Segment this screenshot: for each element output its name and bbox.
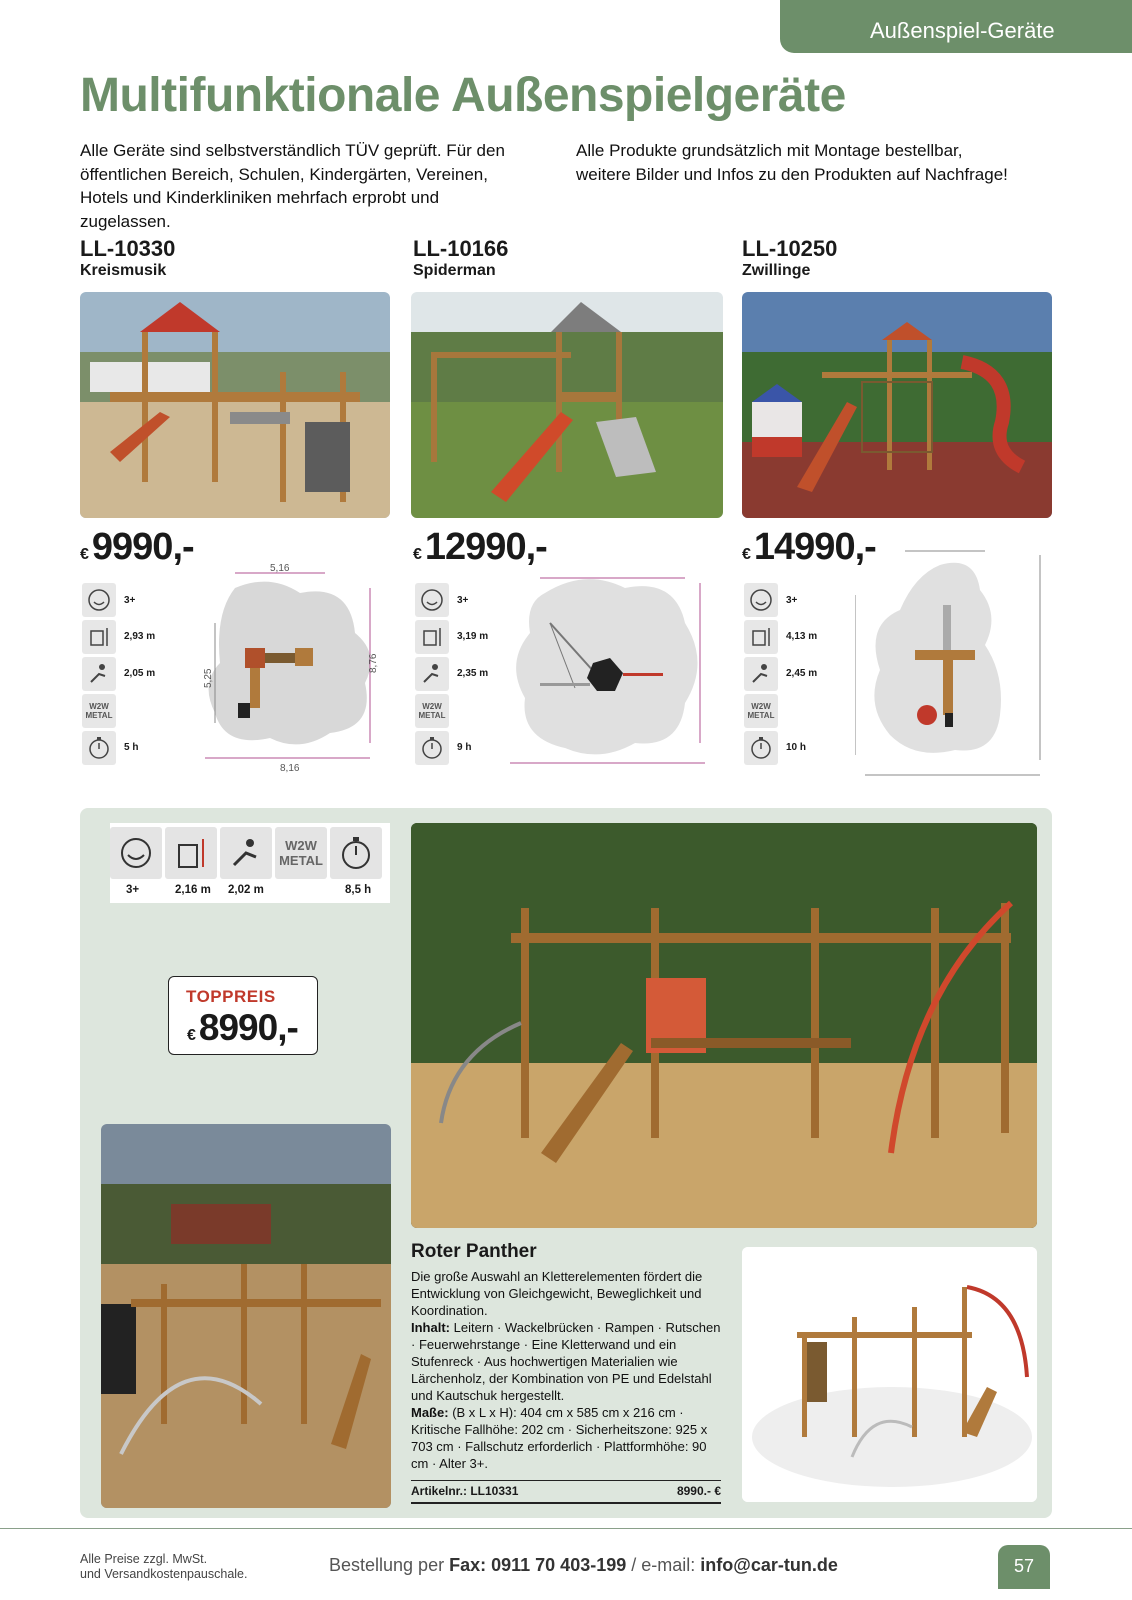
desc-masse-label: Maße: xyxy=(411,1405,449,1420)
section-tab: Außenspiel-Geräte xyxy=(780,0,1132,53)
material-icon: W2W METAL xyxy=(415,694,449,728)
time-value: 10 h xyxy=(786,742,807,753)
product-price: € 9990,- xyxy=(80,526,194,568)
age-value: 3+ xyxy=(457,595,469,606)
footer-note-line1: Alle Preise zzgl. MwSt. xyxy=(80,1552,208,1566)
height-value: 3,19 m xyxy=(457,631,489,642)
material-icon: W2W METAL xyxy=(744,694,778,728)
footer-note-line2: und Versandkostenpauschale. xyxy=(80,1567,248,1581)
age-value: 3+ xyxy=(786,595,798,606)
fall-height-icon xyxy=(220,827,272,879)
height-value: 2,93 m xyxy=(124,631,156,642)
product-photo xyxy=(411,292,723,518)
height-value: 4,13 m xyxy=(786,631,818,642)
time-value: 5 h xyxy=(124,742,139,753)
desc-inhalt: Leitern · Wackelbrücken · Rampen · Rutschen · Feuerwehrstange · Eine Kletterwand und ein Stufenreck · Aus hochwertigen Materialien wie Lärchenholz, der Kombination von PE und Edelstahl und Kautschuk hergestellt. xyxy=(411,1320,721,1403)
material-icon: W2W METAL xyxy=(82,694,116,728)
article-number: Artikelnr.: LL10331 xyxy=(411,1484,519,1498)
email-link[interactable]: info@car-tun.de xyxy=(700,1555,838,1575)
height-icon xyxy=(165,827,217,879)
time-value: 9 h xyxy=(457,742,472,753)
product-spec-icons xyxy=(744,583,834,768)
article-line xyxy=(411,1480,721,1504)
product-photo xyxy=(80,292,390,518)
desc-masse: (B x L x H): 404 cm x 585 cm x 216 cm · Kritische Fallhöhe: 202 cm · Sicherheitszone: 925 x 703 cm · Fallschutz erforderlich · Plattformhöhe: 90 cm · Alter 3+. xyxy=(411,1405,708,1471)
featured-side-photo xyxy=(101,1124,391,1508)
product-name: Zwillinge xyxy=(742,262,811,279)
toppreis-box xyxy=(168,976,318,1055)
age-icon xyxy=(744,583,778,617)
time-icon xyxy=(415,731,449,765)
product-price: € 12990,- xyxy=(413,526,547,568)
featured-spec-box xyxy=(110,823,390,903)
product-code: LL-10166 xyxy=(413,236,509,261)
product-photo xyxy=(742,292,1052,518)
featured-main-photo xyxy=(411,823,1037,1228)
toppreis-price: € 8990,- xyxy=(187,1007,298,1048)
intro-right: Alle Produkte grundsätzlich mit Montage bestellbar, weitere Bilder und Infos zu den Produkten auf Nachfrage! xyxy=(576,141,1008,184)
product-price: € 14990,- xyxy=(742,526,876,568)
time-icon xyxy=(744,731,778,765)
footer-divider xyxy=(0,1528,1132,1529)
dim-right: 8,76 xyxy=(368,653,379,673)
fall-height-value: 2,35 m xyxy=(457,668,489,679)
product-code: LL-10250 xyxy=(742,236,838,261)
order-separator: / e-mail: xyxy=(631,1555,696,1575)
product-layout-plan xyxy=(855,545,1052,783)
material-icon: W2W METAL xyxy=(275,827,327,879)
fall-height-value: 2,05 m xyxy=(124,668,156,679)
height-icon xyxy=(744,620,778,654)
footer-note xyxy=(80,1552,248,1582)
order-prefix: Bestellung per xyxy=(329,1555,445,1575)
dim-top: 5,16 xyxy=(270,563,290,574)
desc-inhalt-label: Inhalt: xyxy=(411,1320,450,1335)
toppreis-label: TOPPREIS xyxy=(186,987,276,1006)
fax-number: Fax: 0911 70 403-199 xyxy=(449,1555,627,1575)
fall-height-icon xyxy=(744,657,778,691)
age-icon xyxy=(110,827,162,879)
fall-height-icon xyxy=(82,657,116,691)
time-icon xyxy=(330,827,382,879)
fall-height-icon xyxy=(415,657,449,691)
featured-title: Roter Panther xyxy=(411,1241,537,1262)
page-number: 57 xyxy=(998,1545,1050,1589)
featured-description xyxy=(411,1268,723,1472)
height-icon xyxy=(415,620,449,654)
dim-bottom: 8,16 xyxy=(280,763,300,774)
time-icon xyxy=(82,731,116,765)
desc-intro: Die große Auswahl an Kletterelementen fördert die Entwicklung von Gleichgewicht, Beweglichkeit und Koordination. xyxy=(411,1269,703,1318)
product-spec-icons xyxy=(82,583,172,768)
product-spec-icons xyxy=(415,583,505,768)
age-icon xyxy=(82,583,116,617)
age-value: 3+ xyxy=(124,595,136,606)
time-value: 8,5 h xyxy=(345,884,372,896)
height-value: 2,16 m xyxy=(175,884,211,896)
product-name: Kreismusik xyxy=(80,262,167,279)
fall-height-value: 2,02 m xyxy=(228,884,264,896)
article-price: 8990.- € xyxy=(676,1484,721,1498)
height-icon xyxy=(82,620,116,654)
featured-render xyxy=(742,1247,1037,1502)
page-title: Multifunktionale Außenspielgeräte xyxy=(80,69,846,122)
product-layout-plan xyxy=(180,563,390,778)
age-value: 3+ xyxy=(126,884,140,896)
product-code: LL-10330 xyxy=(80,236,176,261)
footer-order xyxy=(329,1555,838,1576)
product-layout-plan xyxy=(505,563,723,778)
age-icon xyxy=(415,583,449,617)
dim-left: 5,25 xyxy=(203,668,214,688)
product-name: Spiderman xyxy=(413,262,496,279)
fall-height-value: 2,45 m xyxy=(786,668,818,679)
intro-left: Alle Geräte sind selbstverständlich TÜV geprüft. Für den öffentlichen Bereich, Schulen, Kindergärten, Vereinen, Hotels und Kinderkliniken mehrfach erprobt und zugelassen. xyxy=(80,141,505,231)
